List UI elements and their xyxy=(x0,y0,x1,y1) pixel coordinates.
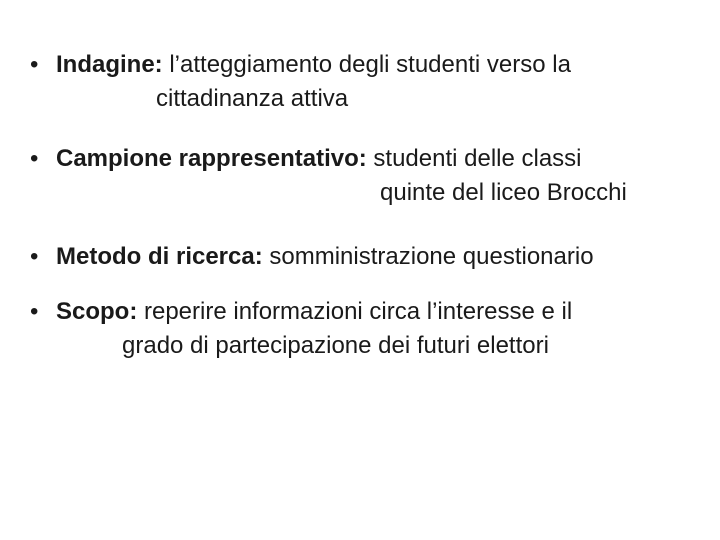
bullet-dot-icon: • xyxy=(30,145,39,172)
bullet-item-campione xyxy=(30,142,627,210)
bullet-text-continuation: grado di partecipazione dei futuri elettori xyxy=(122,332,549,359)
bullet-text: somministrazione questionario xyxy=(262,243,594,270)
bullet-term: Indagine: xyxy=(56,51,163,78)
bullet-dot-icon: • xyxy=(30,243,39,270)
bullet-item-metodo xyxy=(30,240,594,274)
bullet-term: Metodo di ricerca: xyxy=(56,243,263,270)
bullet-item-scopo xyxy=(30,295,572,363)
bullet-dot-icon: • xyxy=(30,51,39,78)
bullet-term: Campione rappresentativo: xyxy=(56,145,367,172)
bullet-item-indagine xyxy=(30,48,571,116)
bullet-text: reperire informazioni circa l’interesse e il xyxy=(137,298,573,325)
bullet-text: l’atteggiamento degli studenti verso la xyxy=(162,51,571,78)
bullet-text-continuation: quinte del liceo Brocchi xyxy=(380,179,627,206)
bullet-term: Scopo: xyxy=(56,298,138,325)
bullet-text-continuation: cittadinanza attiva xyxy=(156,85,349,112)
bullet-dot-icon: • xyxy=(30,298,39,325)
bullet-text: studenti delle classi xyxy=(366,145,582,172)
